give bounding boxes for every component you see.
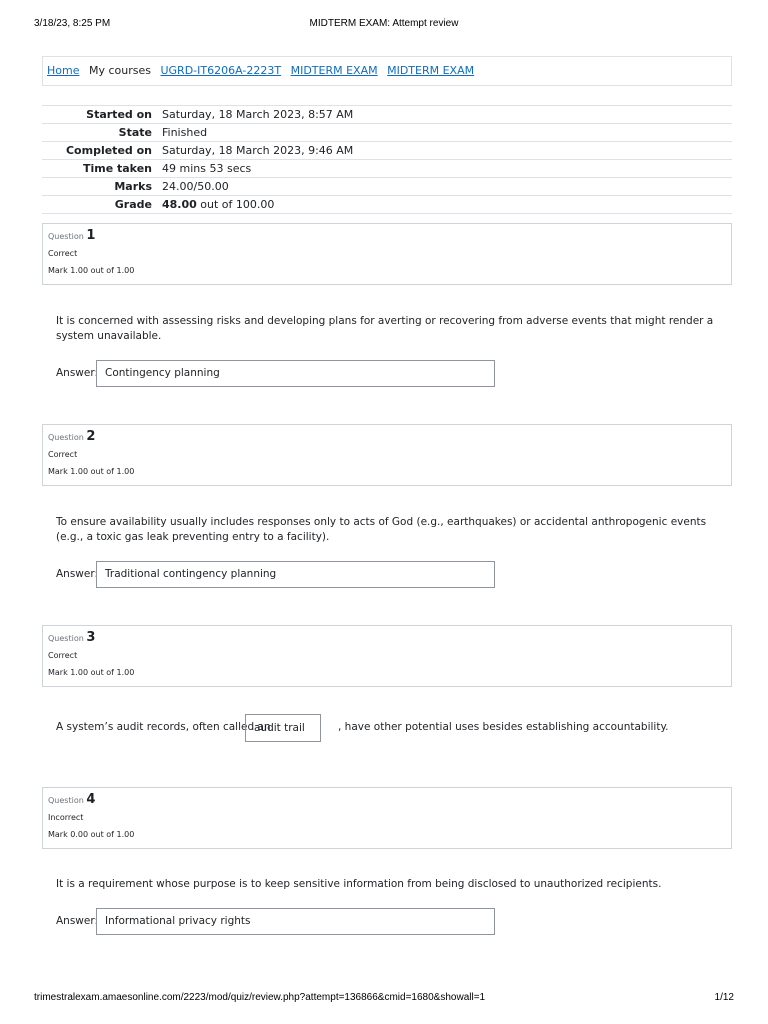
question-number: Question 3 (48, 630, 96, 645)
summary-row-started (42, 106, 732, 124)
breadcrumb-section-link[interactable]: MIDTERM EXAM (290, 64, 378, 77)
summary-value: Saturday, 18 March 2023, 8:57 AM (162, 108, 354, 121)
question-text-after: , have other potential uses besides establishing accountability. (338, 721, 669, 733)
answer-field[interactable]: Contingency planning (96, 360, 495, 387)
answer-label: Answer: (56, 568, 99, 580)
question-info-2 (42, 424, 732, 486)
summary-value (160, 196, 732, 214)
summary-row-completed (42, 142, 732, 160)
summary-value: Saturday, 18 March 2023, 9:46 AM (162, 144, 354, 157)
attempt-summary-table (42, 105, 732, 214)
question-state: Incorrect (48, 813, 84, 822)
question-grade: Mark 1.00 out of 1.00 (48, 266, 135, 275)
question-state: Correct (48, 450, 78, 459)
question-text-2: To ensure availability usually includes responses only to acts of God (e.g., earthquakes) or accidental anthropogenic events (e.g., a toxic gas leak preventing entry to a facility). (56, 516, 707, 543)
breadcrumb-my-courses: My courses (88, 64, 151, 77)
summary-label: State (118, 126, 152, 139)
summary-label: Time taken (82, 162, 152, 175)
question-number: Question 4 (48, 792, 96, 807)
summary-value: 24.00/50.00 (162, 180, 229, 193)
question-text-1: It is concerned with assessing risks and developing plans for averting or recovering from adverse events that might render a system unavailable. (56, 315, 714, 342)
print-page-number: 1/12 (714, 992, 734, 1003)
question-state: Correct (48, 249, 78, 258)
question-info-3 (42, 625, 732, 687)
question-number: Question 1 (48, 228, 96, 243)
answer-field[interactable]: Informational privacy rights (96, 908, 495, 935)
answer-label: Answer: (56, 367, 99, 379)
print-footer (0, 992, 768, 1006)
question-text-before: A system’s audit records, often called an (56, 721, 271, 733)
summary-row-marks (42, 178, 732, 196)
print-datetime: 3/18/23, 8:25 PM (34, 18, 111, 29)
question-grade: Mark 1.00 out of 1.00 (48, 467, 135, 476)
summary-value: 49 mins 53 secs (162, 162, 252, 175)
inline-answer-field[interactable]: audit trail (245, 714, 321, 742)
print-header (0, 18, 768, 32)
question-text-4: It is a requirement whose purpose is to keep sensitive information from being disclosed to unauthorized recipients. (56, 878, 662, 890)
summary-label: Completed on (65, 144, 152, 157)
summary-label: Grade (114, 198, 152, 211)
question-state: Correct (48, 651, 78, 660)
breadcrumb-quiz-link[interactable]: MIDTERM EXAM (387, 64, 475, 77)
breadcrumb-home-link[interactable]: Home (47, 64, 80, 77)
breadcrumb-course-link[interactable]: UGRD-IT6206A-2223T (160, 64, 282, 77)
answer-field[interactable]: Traditional contingency planning (96, 561, 495, 588)
question-info-1 (42, 223, 732, 285)
question-grade: Mark 1.00 out of 1.00 (48, 668, 135, 677)
summary-label: Marks (114, 180, 152, 193)
print-url: trimestralexam.amaesonline.com/2223/mod/quiz/review.php?attempt=136866&cmid=1680&showall=1 (34, 992, 486, 1003)
summary-row-time-taken (42, 160, 732, 178)
breadcrumb (42, 56, 732, 86)
question-info-4 (42, 787, 732, 849)
summary-row-grade (42, 196, 732, 214)
print-page-title: MIDTERM EXAM: Attempt review (309, 18, 459, 29)
grade-score: 48.00 (162, 198, 197, 211)
question-grade: Mark 0.00 out of 1.00 (48, 830, 135, 839)
answer-label: Answer: (56, 915, 99, 927)
summary-value: Finished (162, 126, 208, 139)
summary-label: Started on (86, 108, 152, 121)
grade-suffix: out of 100.00 (200, 198, 275, 211)
summary-row-state (42, 124, 732, 142)
question-number: Question 2 (48, 429, 96, 444)
